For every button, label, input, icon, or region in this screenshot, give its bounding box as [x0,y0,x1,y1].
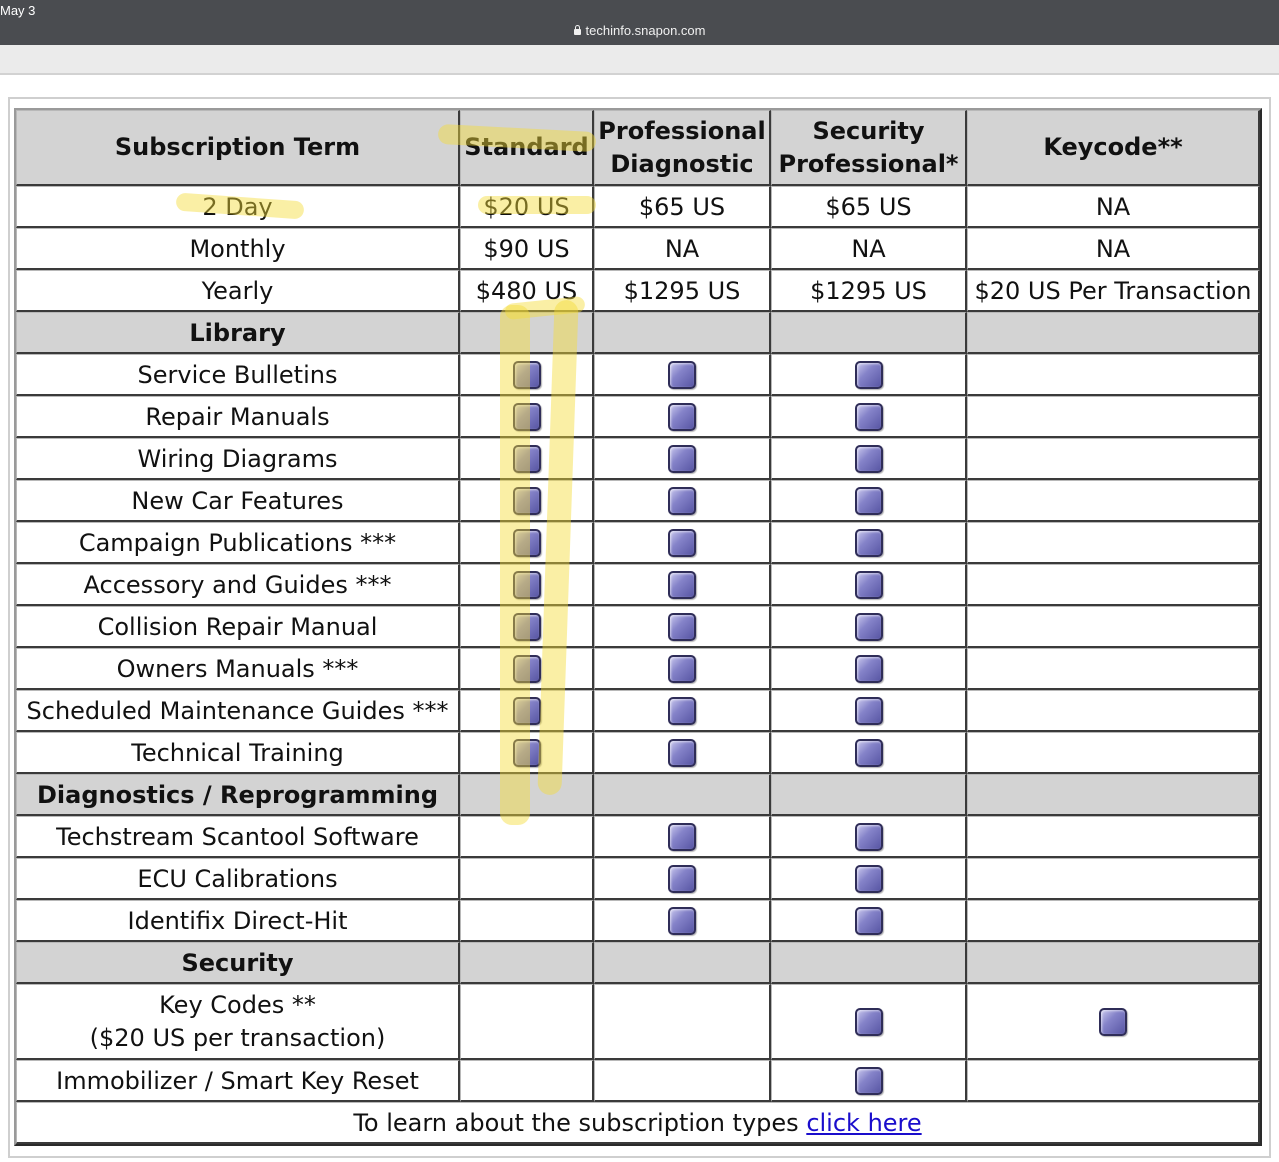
feature-cell-standard [460,816,594,858]
feature-cell-security [771,648,967,690]
feature-cell-keycode [967,354,1260,396]
feature-cell-security [771,816,967,858]
feature-cell-standard [460,522,594,564]
checkbox-icon [855,697,883,725]
feature-cell-security [771,396,967,438]
feature-row [16,354,1260,396]
feature-cell-security [771,858,967,900]
feature-cell-standard [460,690,594,732]
checkbox-icon [668,361,696,389]
feature-cell-standard [460,564,594,606]
checkbox-icon [855,655,883,683]
browser-toolbar [0,45,1279,75]
checkbox-icon [855,529,883,557]
feature-cell-professional [594,480,771,522]
feature-cell-standard [460,984,594,1060]
feature-row [16,984,1260,1060]
feature-cell-standard [460,396,594,438]
header-security: Security Professional* [771,110,967,186]
feature-cell-keycode [967,438,1260,480]
feature-cell-security [771,606,967,648]
feature-cell-professional [594,438,771,480]
term-cell: Yearly [16,270,460,312]
footer-cell [16,1102,1260,1144]
subscription-table [14,108,1262,1146]
feature-row [16,606,1260,648]
feature-row [16,396,1260,438]
feature-row [16,564,1260,606]
price-row [16,186,1260,228]
feature-row [16,732,1260,774]
feature-cell-professional [594,900,771,942]
checkbox-icon [1099,1008,1127,1036]
feature-name: Collision Repair Manual [16,606,460,648]
price-keycode: NA [967,228,1260,270]
checkbox-icon [855,739,883,767]
checkbox-icon [668,655,696,683]
browser-status-bar [0,0,1279,45]
feature-cell-professional [594,522,771,564]
price-standard: $90 US [460,228,594,270]
feature-cell-keycode [967,732,1260,774]
feature-cell-keycode [967,984,1260,1060]
feature-name: Accessory and Guides *** [16,564,460,606]
feature-cell-standard [460,858,594,900]
section-diagnostics [16,774,1260,816]
feature-name: ECU Calibrations [16,858,460,900]
feature-cell-security [771,900,967,942]
section-library [16,312,1260,354]
section-title: Library [16,312,460,354]
price-standard: $480 US [460,270,594,312]
feature-cell-standard [460,606,594,648]
header-standard: Standard [460,110,594,186]
feature-cell-security [771,690,967,732]
checkbox-icon [513,613,541,641]
feature-cell-standard [460,480,594,522]
checkbox-icon [668,571,696,599]
feature-name: Technical Training [16,732,460,774]
feature-name: Campaign Publications *** [16,522,460,564]
feature-name: Identifix Direct-Hit [16,900,460,942]
checkbox-icon [513,361,541,389]
feature-cell-professional [594,690,771,732]
checkbox-icon [513,445,541,473]
header-professional: Professional Diagnostic [594,110,771,186]
checkbox-icon [513,487,541,515]
feature-row [16,690,1260,732]
checkbox-icon [855,1067,883,1095]
feature-cell-professional [594,396,771,438]
price-security: $65 US [771,186,967,228]
feature-name: Scheduled Maintenance Guides *** [16,690,460,732]
section-title: Security [16,942,460,984]
checkbox-icon [668,529,696,557]
checkbox-icon [668,865,696,893]
feature-cell-professional [594,858,771,900]
feature-cell-professional [594,984,771,1060]
feature-name: Techstream Scantool Software [16,816,460,858]
feature-cell-keycode [967,1060,1260,1102]
checkbox-icon [668,613,696,641]
header-term: Subscription Term [16,110,460,186]
checkbox-icon [513,403,541,431]
feature-cell-professional [594,732,771,774]
checkbox-icon [668,487,696,515]
feature-cell-standard [460,1060,594,1102]
feature-name: Wiring Diagrams [16,438,460,480]
status-time: May 3 [0,3,36,18]
header-keycode: Keycode** [967,110,1260,186]
checkbox-icon [513,571,541,599]
checkbox-icon [855,613,883,641]
feature-cell-keycode [967,648,1260,690]
section-title: Diagnostics / Reprogramming [16,774,460,816]
feature-cell-keycode [967,522,1260,564]
click-here-link[interactable]: click here [806,1108,922,1137]
checkbox-icon [855,361,883,389]
feature-cell-professional [594,816,771,858]
checkbox-icon [513,739,541,767]
section-security [16,942,1260,984]
feature-cell-professional [594,1060,771,1102]
checkbox-icon [855,403,883,431]
feature-cell-standard [460,648,594,690]
checkbox-icon [668,697,696,725]
feature-cell-professional [594,648,771,690]
header-row [16,110,1260,186]
price-professional: $1295 US [594,270,771,312]
checkbox-icon [855,571,883,599]
feature-row [16,480,1260,522]
checkbox-icon [668,403,696,431]
feature-cell-standard [460,900,594,942]
feature-row [16,648,1260,690]
checkbox-icon [668,445,696,473]
checkbox-icon [855,907,883,935]
lock-icon [574,29,581,35]
feature-name: Owners Manuals *** [16,648,460,690]
feature-cell-keycode [967,606,1260,648]
checkbox-icon [668,907,696,935]
feature-cell-security [771,732,967,774]
feature-row [16,858,1260,900]
feature-cell-security [771,1060,967,1102]
feature-cell-standard [460,438,594,480]
checkbox-icon [855,445,883,473]
feature-name: Service Bulletins [16,354,460,396]
checkbox-icon [513,529,541,557]
checkbox-icon [513,655,541,683]
feature-cell-keycode [967,900,1260,942]
checkbox-icon [668,739,696,767]
feature-cell-professional [594,606,771,648]
feature-cell-security [771,522,967,564]
feature-name: Repair Manuals [16,396,460,438]
address-bar[interactable] [0,23,1279,38]
price-security: NA [771,228,967,270]
checkbox-icon [855,1008,883,1036]
feature-row [16,900,1260,942]
price-keycode: $20 US Per Transaction [967,270,1260,312]
address-url: techinfo.snapon.com [585,23,706,38]
feature-cell-security [771,564,967,606]
feature-cell-security [771,438,967,480]
feature-cell-keycode [967,564,1260,606]
feature-cell-security [771,480,967,522]
feature-name: Key Codes ** ($20 US per transaction) [16,984,460,1060]
feature-row [16,522,1260,564]
checkbox-icon [855,865,883,893]
feature-cell-standard [460,732,594,774]
feature-cell-keycode [967,480,1260,522]
feature-row [16,438,1260,480]
checkbox-icon [513,697,541,725]
feature-name: Immobilizer / Smart Key Reset [16,1060,460,1102]
checkbox-icon [668,823,696,851]
feature-cell-security [771,984,967,1060]
price-row [16,270,1260,312]
term-cell: Monthly [16,228,460,270]
feature-cell-security [771,354,967,396]
feature-cell-keycode [967,858,1260,900]
price-security: $1295 US [771,270,967,312]
feature-cell-keycode [967,816,1260,858]
feature-cell-keycode [967,396,1260,438]
term-cell: 2 Day [16,186,460,228]
price-keycode: NA [967,186,1260,228]
feature-cell-professional [594,354,771,396]
footer-row [16,1102,1260,1144]
price-standard: $20 US [460,186,594,228]
feature-name: New Car Features [16,480,460,522]
feature-cell-keycode [967,690,1260,732]
price-row [16,228,1260,270]
footer-text: To learn about the subscription types [353,1108,807,1137]
price-professional: $65 US [594,186,771,228]
feature-row [16,1060,1260,1102]
checkbox-icon [855,823,883,851]
checkbox-icon [855,487,883,515]
feature-cell-professional [594,564,771,606]
feature-row [16,816,1260,858]
feature-cell-standard [460,354,594,396]
price-professional: NA [594,228,771,270]
